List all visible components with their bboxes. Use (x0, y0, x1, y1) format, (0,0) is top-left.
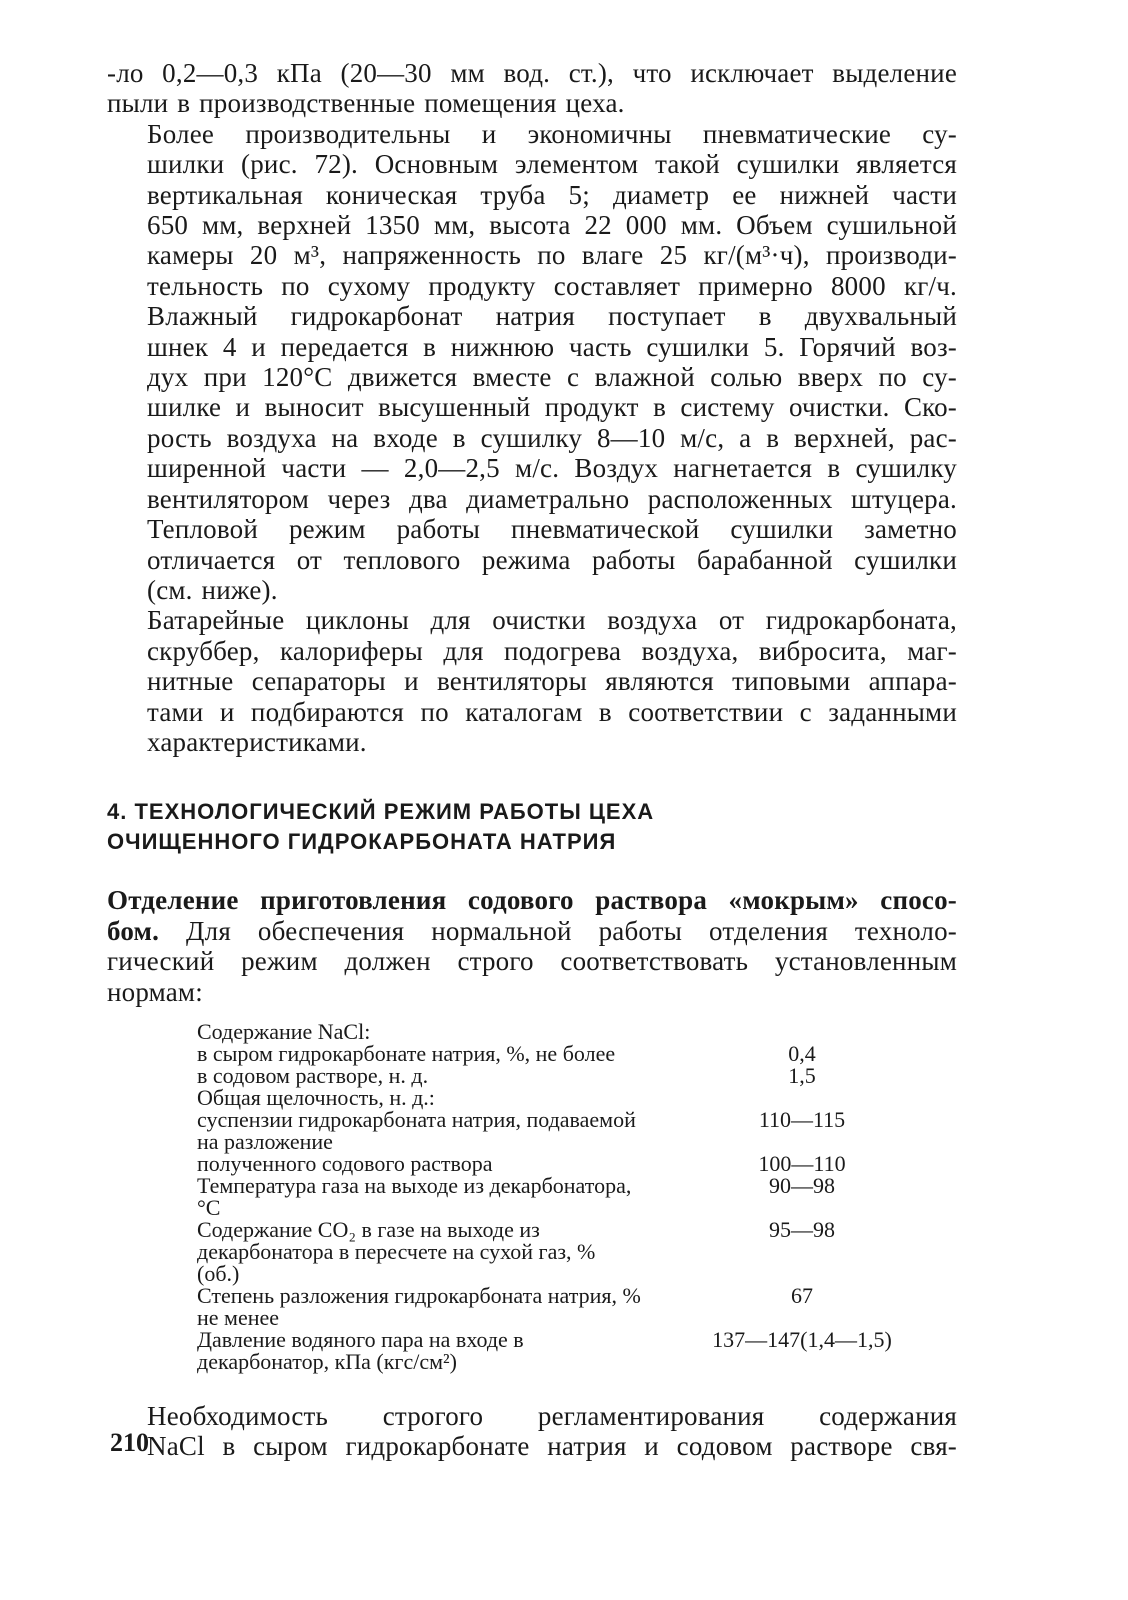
param-value (642, 1087, 932, 1109)
text-line: нитные сепараторы и вентиляторы являются типовыми аппара- (147, 666, 957, 697)
text-line: Более производительны и экономичны пневматические су- (147, 118, 957, 149)
param-label: Давление водяного пара на входе в декарбонатор, кПа (кгс/см²) (197, 1326, 524, 1374)
subsection-paragraph (107, 885, 957, 1007)
text-line: Тепловой режим работы пневматической сушилки заметно (147, 514, 957, 545)
param-value: 110—115 (758, 1106, 846, 1132)
text-line: рость воздуха на входе в сушилку 8—10 м/с, а в верхней, рас- (147, 422, 957, 453)
text-line: шнек 4 и передается в нижнюю часть сушилки 5. Горячий воз- (147, 331, 957, 362)
text-line: нормам: (107, 976, 203, 1007)
text-line: Батарейные циклоны для очистки воздуха от гидрокарбоната, (147, 605, 957, 636)
text-line: камеры 20 м³, напряженность по влаге 25 кг/(м³·ч), производи- (147, 240, 957, 271)
table-row (197, 1109, 932, 1153)
param-value: 0,4 (788, 1040, 816, 1066)
param-label: Общая щелочность, н. д.: (197, 1084, 435, 1110)
text-fragment: Для обеспечения нормальной работы отделения техноло- (159, 915, 957, 946)
text-line: шилки (рис. 72). Основным элементом такой сушилки является (147, 149, 957, 180)
paragraph-2 (107, 119, 957, 301)
table-row (197, 1065, 932, 1087)
param-label: Степень разложения гидрокарбоната натрия, % не менее (197, 1282, 641, 1330)
text-line: отличается от теплового режима работы барабанной сушилки (147, 544, 957, 575)
text-line: ширенной части — 2,0—2,5 м/с. Воздух нагнетается в сушилку (147, 453, 957, 484)
paragraph-3 (107, 301, 957, 514)
page-body (107, 58, 957, 1462)
table-row (197, 1153, 932, 1175)
text-line: Необходимость строгого регламентирования содержания (147, 1400, 957, 1431)
text-line: тельность по сухому продукту составляет примерно 8000 кг/ч. (147, 270, 957, 301)
text-line: -ло 0,2—0,3 кПа (20—30 мм вод. ст.), что исключает выделение (107, 58, 957, 88)
text-line: (см. ниже). (147, 574, 278, 605)
subsection-title-end: бом. (107, 915, 160, 946)
param-label: в сыром гидрокарбонате натрия, %, не более (197, 1040, 616, 1066)
text-line: шилке и выносит высушенный продукт в систему очистки. Ско- (147, 392, 957, 423)
param-value (642, 1021, 932, 1043)
section-heading-line: ОЧИЩЕННОГО ГИДРОКАРБОНАТА НАТРИЯ (107, 829, 617, 855)
param-value: 100—110 (758, 1150, 846, 1176)
param-label: Содержание CO₂ в газе на выходе из декарбонатора в пересчете на сухой газ, % (об.) (197, 1216, 596, 1286)
paragraph-1 (107, 58, 957, 119)
text-line: скруббер, калориферы для подогрева воздуха, вибросита, маг- (147, 635, 957, 666)
text-line: Влажный гидрокарбонат натрия поступает в двухвальный (147, 301, 957, 332)
table-row (197, 1219, 932, 1285)
table-row (197, 1087, 932, 1109)
section-heading-line: 4. ТЕХНОЛОГИЧЕСКИЙ РЕЖИМ РАБОТЫ ЦЕХА (107, 799, 655, 825)
table-row (197, 1175, 932, 1219)
param-label: Содержание NaCl: (197, 1018, 371, 1044)
text-line: NaCl в сыром гидрокарбонате натрия и содовом растворе свя- (147, 1431, 957, 1462)
subsection-title: Отделение приготовления содового раствора «мокрым» спосо- (107, 885, 957, 916)
table-row (197, 1329, 932, 1373)
text-line: вентилятором через два диаметрально расположенных штуцера. (147, 483, 957, 514)
param-value: 67 (791, 1282, 813, 1308)
param-label: полученного содового раствора (197, 1150, 493, 1176)
param-label: суспензии гидрокарбоната натрия, подаваемой на разложение (197, 1106, 636, 1154)
text-line: дух при 120°С движется вместе с влажной солью вверх по су- (147, 362, 957, 393)
param-label: в содовом растворе, н. д. (197, 1062, 429, 1088)
paragraph-final (107, 1401, 957, 1462)
param-value: 137—147(1,4—1,5) (712, 1326, 892, 1352)
text-line: вертикальная коническая труба 5; диаметр ее нижней части (147, 179, 957, 210)
text-line: тами и подбираются по каталогам в соответствии с заданными (147, 696, 957, 727)
table-row (197, 1021, 932, 1043)
text-line: характеристиками. (147, 726, 367, 757)
text-line: пыли в производственные помещения цеха. (107, 88, 625, 119)
paragraph-4 (107, 514, 957, 605)
table-row (197, 1043, 932, 1065)
param-value: 95—98 (769, 1216, 835, 1242)
table-row (197, 1285, 932, 1329)
section-heading (107, 797, 957, 857)
parameters-table (197, 1018, 932, 1374)
text-line: гический режим должен строго соответствовать установленным (107, 946, 957, 977)
param-value: 90—98 (769, 1172, 835, 1198)
paragraph-5 (107, 605, 957, 757)
page-number: 210 (110, 1428, 149, 1457)
param-label: Температура газа на выходе из декарбонатора, °С (197, 1172, 632, 1220)
param-value: 1,5 (788, 1062, 816, 1088)
text-line: 650 мм, верхней 1350 мм, высота 22 000 мм. Объем сушильной (147, 210, 957, 241)
